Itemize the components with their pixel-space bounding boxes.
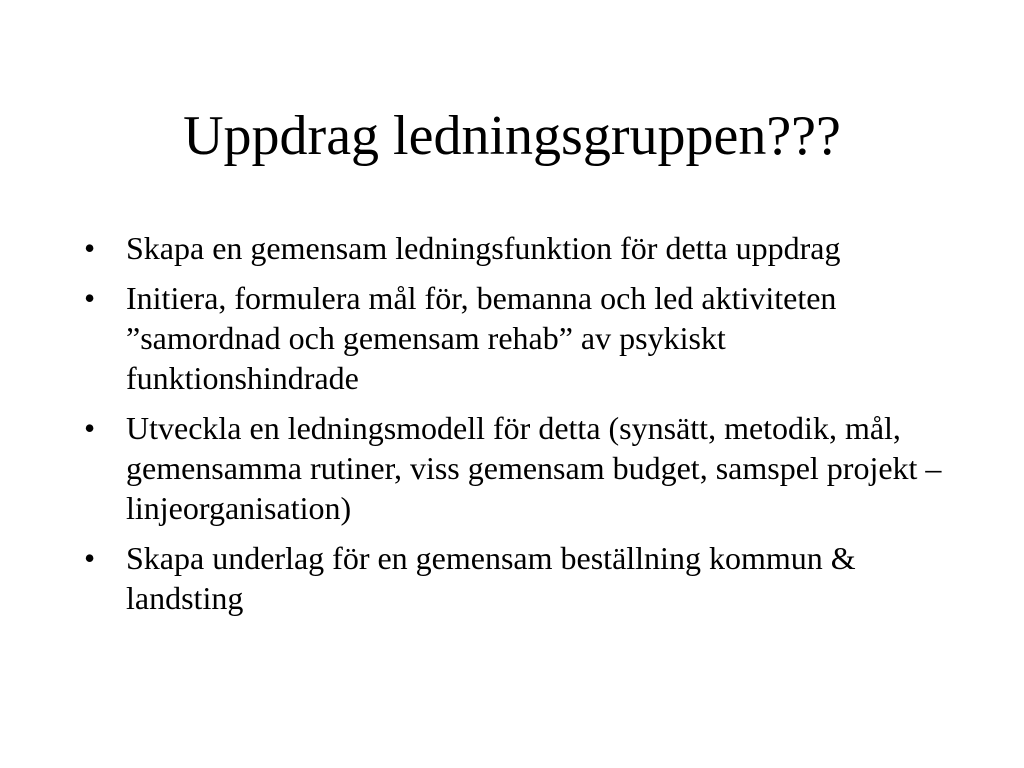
bullet-text: Initiera, formulera mål för, bemanna och led aktiviteten ”samordnad och gemensam rehab” av psykiskt funktionshindrade: [126, 280, 837, 396]
bullet-item: [84, 538, 944, 618]
bullet-item: [84, 408, 944, 528]
bullet-icon: •: [84, 540, 96, 576]
bullet-list: [84, 228, 944, 628]
bullet-text: Skapa en gemensam ledningsfunktion för detta uppdrag: [126, 230, 841, 266]
bullet-icon: •: [84, 280, 96, 316]
bullet-icon: •: [84, 410, 96, 446]
bullet-item: [84, 278, 944, 398]
bullet-icon: •: [84, 230, 96, 266]
slide-title: Uppdrag ledningsgruppen???: [183, 105, 841, 167]
bullet-item: [84, 228, 944, 268]
bullet-text: Skapa underlag för en gemensam beställning kommun & landsting: [126, 540, 856, 616]
bullet-text: Utveckla en ledningsmodell för detta (synsätt, metodik, mål, gemensamma rutiner, viss gemensam budget, samspel projekt – linjeorganisation): [126, 410, 942, 526]
